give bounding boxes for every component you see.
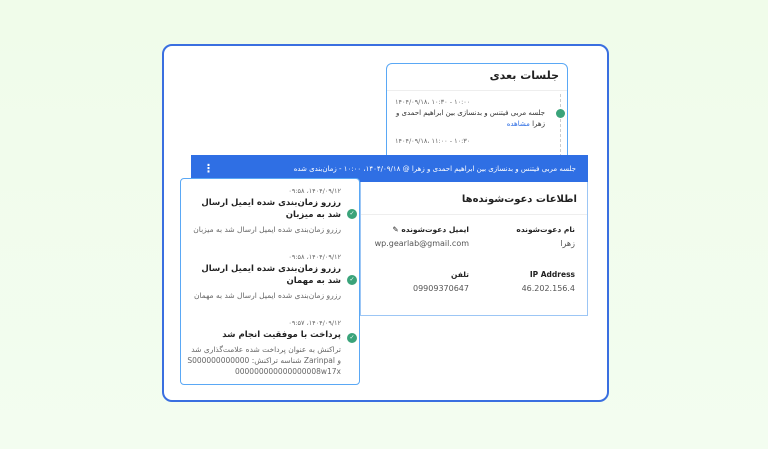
status-dot-icon <box>556 109 565 118</box>
invitee-name-label: نام دعوت‌شونده <box>516 225 575 234</box>
more-vertical-icon[interactable]: ⋮ <box>203 162 214 175</box>
check-circle-icon: ✓ <box>347 275 357 285</box>
invitee-info-panel <box>360 182 588 316</box>
session-text: جلسه مربی فیتنس و بدنسازی بین ابراهیم احمدی و زهرا <box>395 109 545 128</box>
invitee-info-title: اطلاعات دعوت‌شونده‌ها <box>361 182 587 215</box>
event-desc: رزرو زمان‌بندی شده ایمیل ارسال شد به مهمان <box>193 291 341 300</box>
ip-value: 46.202.156.4 <box>521 284 575 293</box>
invitee-email-label: ایمیل دعوت‌شونده <box>401 225 469 234</box>
invitee-email: wp.gearlab@gmail.com <box>374 239 469 248</box>
session-item <box>387 91 567 130</box>
timeline-event <box>181 187 359 235</box>
edit-icon[interactable]: ✎ <box>392 225 399 234</box>
phone-value: 09909370647 <box>413 284 469 293</box>
event-time: ۱۴۰۴/۰۹/۱۲، ۰۹:۵۷ <box>288 319 341 327</box>
timeline-event <box>181 319 359 377</box>
event-desc: تراکنش به عنوان پرداخت شده علامت‌گذاری شد و Zarinpal شناسه تراکنش: S000000000000000000000000000008w17x <box>187 345 341 376</box>
session-time: ۱۰:۰۰ - ۱۰:۳۰ ،۱۴۰۴/۰۹/۱۸ <box>395 98 471 106</box>
check-circle-icon: ✓ <box>347 333 357 343</box>
session-header-title: جلسه مربی فیتنس و بدنسازی بین ابراهیم احمدی و زهرا @ ۱۴۰۴/۰۹/۱۸، ۱۰:۰۰ - زمان‌بندی شده <box>293 164 576 173</box>
event-title: رزرو زمان‌بندی شده ایمیل ارسال شد به میزبان <box>201 198 341 220</box>
next-sessions-card <box>386 63 568 163</box>
event-time: ۱۴۰۴/۰۹/۱۲، ۰۹:۵۸ <box>288 253 341 261</box>
check-circle-icon: ✓ <box>347 209 357 219</box>
event-time: ۱۴۰۴/۰۹/۱۲، ۰۹:۵۸ <box>288 187 341 195</box>
view-session-link[interactable]: مشاهده <box>506 120 530 128</box>
session-item <box>387 130 567 147</box>
phone-label: تلفن <box>450 270 469 279</box>
activity-timeline <box>180 178 360 385</box>
session-time: ۱۰:۳۰ - ۱۱:۰۰ ،۱۴۰۴/۰۹/۱۸ <box>395 137 471 145</box>
next-sessions-title: جلسات بعدی <box>387 64 567 91</box>
invitee-name: زهرا <box>560 239 575 248</box>
event-title: پرداخت با موفقیت انجام شد <box>222 330 341 340</box>
ip-label: IP Address <box>529 270 575 279</box>
event-desc: رزرو زمان‌بندی شده ایمیل ارسال شد به میزبان <box>193 225 341 234</box>
event-title: رزرو زمان‌بندی شده ایمیل ارسال شد به مهمان <box>201 264 341 286</box>
timeline-event <box>181 253 359 301</box>
